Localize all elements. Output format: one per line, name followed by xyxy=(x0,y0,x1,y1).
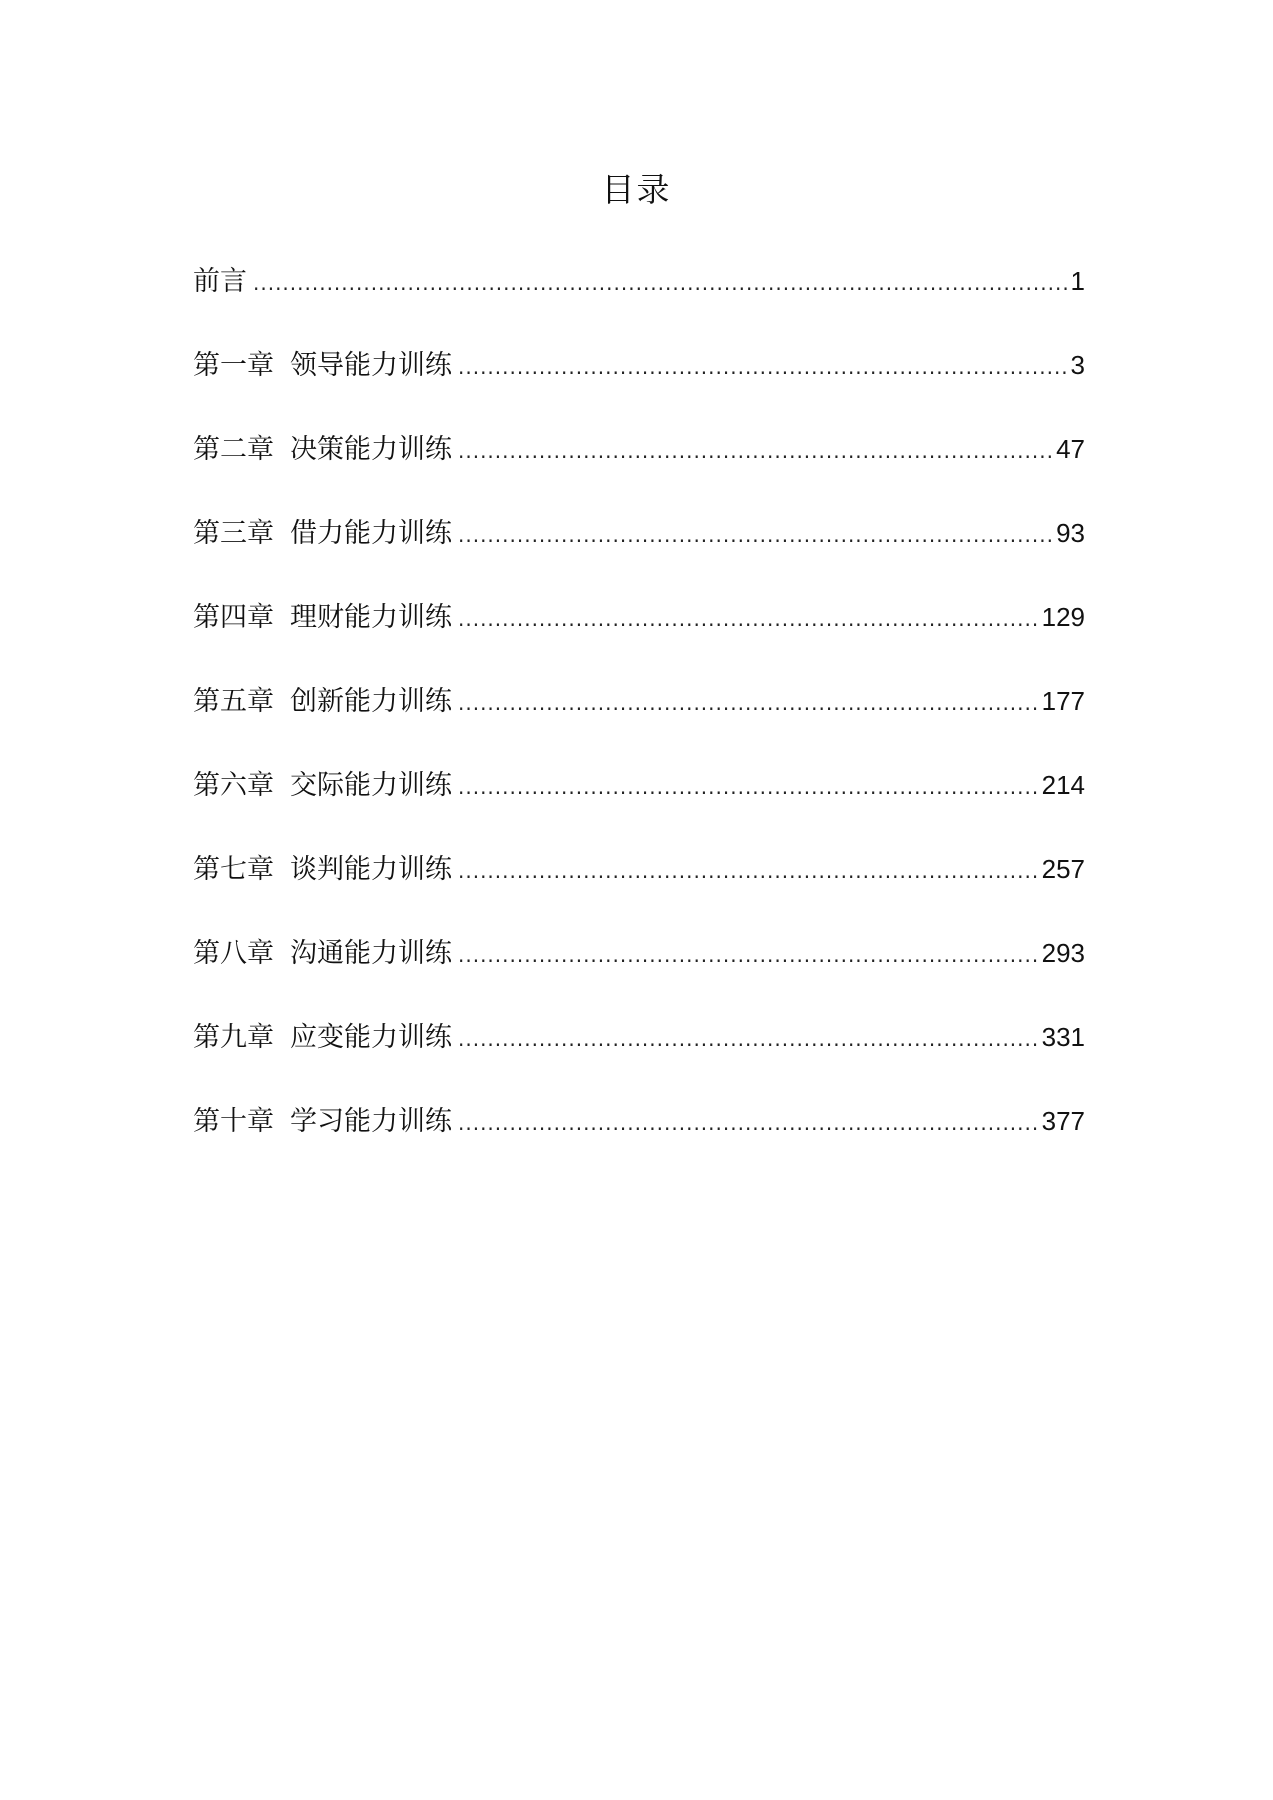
toc-page-number: 293 xyxy=(1041,938,1085,968)
toc-chapter-number: 第七章 xyxy=(193,854,274,885)
toc-dot-leader xyxy=(458,597,1038,641)
toc-dot-leader xyxy=(458,933,1038,977)
toc-chapter-number: 第三章 xyxy=(193,518,274,549)
toc-dot-leader xyxy=(458,849,1038,893)
toc-entry-label: 领导能力训练 xyxy=(290,350,452,381)
toc-entry-label: 前言 xyxy=(193,266,247,297)
toc-entry-chapter-5[interactable] xyxy=(193,679,1085,763)
toc-entry-chapter-7[interactable] xyxy=(193,847,1085,931)
toc-dot-leader xyxy=(458,345,1067,389)
toc-entry-label: 谈判能力训练 xyxy=(290,854,452,885)
toc-list xyxy=(193,259,1085,1183)
toc-chapter-number: 第四章 xyxy=(193,602,274,633)
toc-chapter-number: 第十章 xyxy=(193,1106,274,1137)
toc-chapter-number: 第一章 xyxy=(193,350,274,381)
toc-page-number: 1 xyxy=(1070,266,1085,296)
toc-page-number: 129 xyxy=(1041,602,1085,632)
toc-dot-leader xyxy=(458,513,1052,557)
toc-page-number: 3 xyxy=(1070,350,1085,380)
toc-entry-chapter-8[interactable] xyxy=(193,931,1085,1015)
toc-entry-chapter-6[interactable] xyxy=(193,763,1085,847)
toc-entry-chapter-4[interactable] xyxy=(193,595,1085,679)
toc-chapter-number: 第二章 xyxy=(193,434,274,465)
toc-dot-leader xyxy=(458,765,1038,809)
toc-entry-chapter-10[interactable] xyxy=(193,1099,1085,1183)
toc-entry-label: 创新能力训练 xyxy=(290,686,452,717)
toc-page-number: 257 xyxy=(1041,854,1085,884)
toc-entry-label: 应变能力训练 xyxy=(290,1022,452,1053)
toc-page-number: 214 xyxy=(1041,770,1085,800)
toc-entry-chapter-9[interactable] xyxy=(193,1015,1085,1099)
toc-entry-chapter-3[interactable] xyxy=(193,511,1085,595)
toc-entry-label: 决策能力训练 xyxy=(290,434,452,465)
toc-entry-preface[interactable] xyxy=(193,259,1085,343)
toc-entry-chapter-1[interactable] xyxy=(193,343,1085,427)
toc-page-number: 93 xyxy=(1056,518,1085,548)
toc-page-number: 377 xyxy=(1041,1106,1085,1136)
toc-chapter-number: 第九章 xyxy=(193,1022,274,1053)
toc-chapter-number: 第五章 xyxy=(193,686,274,717)
toc-chapter-number: 第八章 xyxy=(193,938,274,969)
toc-entry-label: 学习能力训练 xyxy=(290,1106,452,1137)
page-title: 目录 xyxy=(601,170,672,209)
toc-entry-chapter-2[interactable] xyxy=(193,427,1085,511)
toc-page-number: 177 xyxy=(1041,686,1085,716)
toc-entry-label: 交际能力训练 xyxy=(290,770,452,801)
toc-entry-label: 沟通能力训练 xyxy=(290,938,452,969)
toc-page-number: 331 xyxy=(1041,1022,1085,1052)
toc-entry-label: 借力能力训练 xyxy=(290,518,452,549)
toc-dot-leader xyxy=(458,1101,1038,1145)
toc-dot-leader xyxy=(253,261,1067,305)
toc-page-number: 47 xyxy=(1056,434,1085,464)
toc-dot-leader xyxy=(458,429,1052,473)
toc-dot-leader xyxy=(458,681,1038,725)
toc-entry-label: 理财能力训练 xyxy=(290,602,452,633)
toc-chapter-number: 第六章 xyxy=(193,770,274,801)
toc-dot-leader xyxy=(458,1017,1038,1061)
